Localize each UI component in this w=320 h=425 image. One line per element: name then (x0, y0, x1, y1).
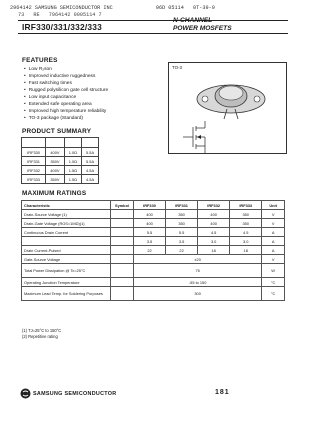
scan-header-line-2 (18, 12, 288, 18)
cell: Drain-Gate Voltage (RGS=1MΩ)(1) (22, 219, 111, 228)
product-summary-table (21, 137, 99, 184)
table-row (22, 246, 285, 255)
title-rule (18, 33, 288, 34)
cell: -55 to 150 (134, 278, 262, 287)
cell: 5.5A (82, 148, 99, 157)
feature-item: • Fast switching times (24, 80, 108, 87)
cell: 3.5 (134, 237, 166, 246)
cell: 1.5Ω (64, 166, 81, 175)
cell: 400V (46, 166, 65, 175)
table-row (22, 157, 99, 166)
header-cell: Symbol (111, 201, 134, 210)
cell: 4.5 (198, 228, 230, 237)
cell: 18 (198, 246, 230, 255)
cell: A (262, 228, 285, 237)
cell (111, 228, 134, 237)
cell: 400 (134, 210, 166, 219)
header-cell: Unit (262, 201, 285, 210)
header-cell: IRF332 (198, 201, 230, 210)
cell: 400 (198, 219, 230, 228)
table-row (22, 175, 99, 184)
cell: 18 (230, 246, 262, 255)
maximum-ratings-heading: MAXIMUM RATINGS (22, 190, 87, 197)
cell: IRF333 (22, 175, 46, 184)
cell: ±20 (134, 255, 262, 264)
to3-package-drawing (169, 63, 286, 153)
cell: W (262, 264, 285, 278)
cell (111, 278, 134, 287)
cell: Total Power Dissipation @ Tc=25°C (22, 264, 111, 278)
cell: Drain-Source Voltage (1) (22, 210, 111, 219)
table-row (22, 228, 285, 237)
maximum-ratings-table (21, 200, 285, 301)
table-row (22, 148, 99, 157)
table-header-row (22, 201, 285, 210)
cell: IRF330 (22, 148, 46, 157)
scan-header-text: 96D 05114 (155, 5, 184, 11)
table-row (22, 166, 99, 175)
cell: 5.5A (82, 157, 99, 166)
cell: 350 (166, 210, 198, 219)
header-cell: IRF330 (134, 201, 166, 210)
cell: 350 (230, 219, 262, 228)
channel-title (173, 17, 232, 33)
cell (111, 219, 134, 228)
feature-item: • Improved high temperature reliability (24, 108, 108, 115)
table-row (22, 255, 285, 264)
feature-item: • Extended safe operating area (24, 101, 108, 108)
table-row (22, 210, 285, 219)
cell: 350 (230, 210, 262, 219)
page-number: 181 (215, 389, 230, 396)
cell: 1.0Ω (64, 157, 81, 166)
scan-header-text: 2964142 SAMSUNG SEMICONDUCTOR INC (10, 5, 113, 11)
cell: Drain Current-Pulsed (22, 246, 111, 255)
cell: °C (262, 278, 285, 287)
feature-item: • Low R₂son (24, 66, 108, 73)
cell (111, 210, 134, 219)
package-drawing-box (168, 62, 287, 154)
footnote: (2) Repetitive rating (22, 334, 58, 339)
feature-item: • Improved inductive ruggedness (24, 73, 108, 80)
cell: 350V (46, 157, 65, 166)
cell (111, 264, 134, 278)
table-row (22, 237, 285, 246)
cell (22, 237, 111, 246)
table-row (22, 287, 285, 301)
features-heading: FEATURES (22, 57, 58, 64)
cell: IRF332 (22, 166, 46, 175)
features-list (24, 66, 108, 122)
feature-item: • Rugged polysilicon gate cell structure (24, 87, 108, 94)
cell: V (262, 219, 285, 228)
cell: 4.5A (82, 175, 99, 184)
cell: V (262, 255, 285, 264)
cell (111, 246, 134, 255)
cell: °C (262, 287, 285, 301)
device-type-label: POWER MOSFETS (173, 25, 232, 32)
cell: A (262, 246, 285, 255)
cell: 3.5 (166, 237, 198, 246)
samsung-logo-icon (20, 388, 31, 399)
cell: Maximum Lead Temp. for Soldering Purposes (22, 287, 111, 301)
cell (111, 287, 134, 301)
cell: 4.5 (230, 228, 262, 237)
cell: Continuous Drain Current (22, 228, 111, 237)
brand-name: SAMSUNG SEMICONDUCTOR (33, 391, 117, 397)
cell: 22 (166, 246, 198, 255)
cell: 1.0Ω (64, 148, 81, 157)
scan-header-line-1 (10, 5, 290, 11)
cell: Gate-Source Voltage (22, 255, 111, 264)
feature-item: • Low input capacitance (24, 94, 108, 101)
table-row (22, 264, 285, 278)
cell: IRF331 (22, 157, 46, 166)
table-row (22, 278, 285, 287)
footnote: (1) TJ=25°C to 150°C (22, 328, 62, 333)
cell: 22 (134, 246, 166, 255)
cell: 4.5A (82, 166, 99, 175)
scan-header-text: 7964142 0005114 7 (48, 12, 102, 18)
feature-item: • TO-3 package (Standard) (24, 115, 108, 122)
cell: 400 (198, 210, 230, 219)
cell: 5.5 (134, 228, 166, 237)
cell: A (262, 237, 285, 246)
channel-label: N-CHANNEL (173, 17, 213, 24)
cell: 400V (46, 148, 65, 157)
scan-header-text: 73 (18, 12, 25, 18)
cell: 350V (46, 175, 65, 184)
cell: 3.0 (198, 237, 230, 246)
cell: 3.0 (230, 237, 262, 246)
scan-header-text: RE (33, 12, 40, 18)
cell: V (262, 210, 285, 219)
cell: 5.5 (166, 228, 198, 237)
cell: 400 (134, 219, 166, 228)
scan-header-text: 0T-39-9 (193, 5, 215, 11)
cell (111, 255, 134, 264)
header-cell: Characteristic (22, 201, 111, 210)
cell: 300 (134, 287, 262, 301)
header-cell: IRF331 (166, 201, 198, 210)
cell (111, 237, 134, 246)
product-summary-heading: PRODUCT SUMMARY (22, 128, 92, 135)
cell: 1.5Ω (64, 175, 81, 184)
cell: Operating Junction Temperature (22, 278, 111, 287)
table-row (22, 219, 285, 228)
table-header-row (22, 138, 99, 148)
package-label: TO-3 (172, 65, 182, 70)
cell: 350 (166, 219, 198, 228)
part-numbers-title: IRF330/331/332/333 (22, 22, 102, 32)
cell: 75 (134, 264, 262, 278)
header-rule (18, 20, 288, 21)
header-cell: IRF333 (230, 201, 262, 210)
